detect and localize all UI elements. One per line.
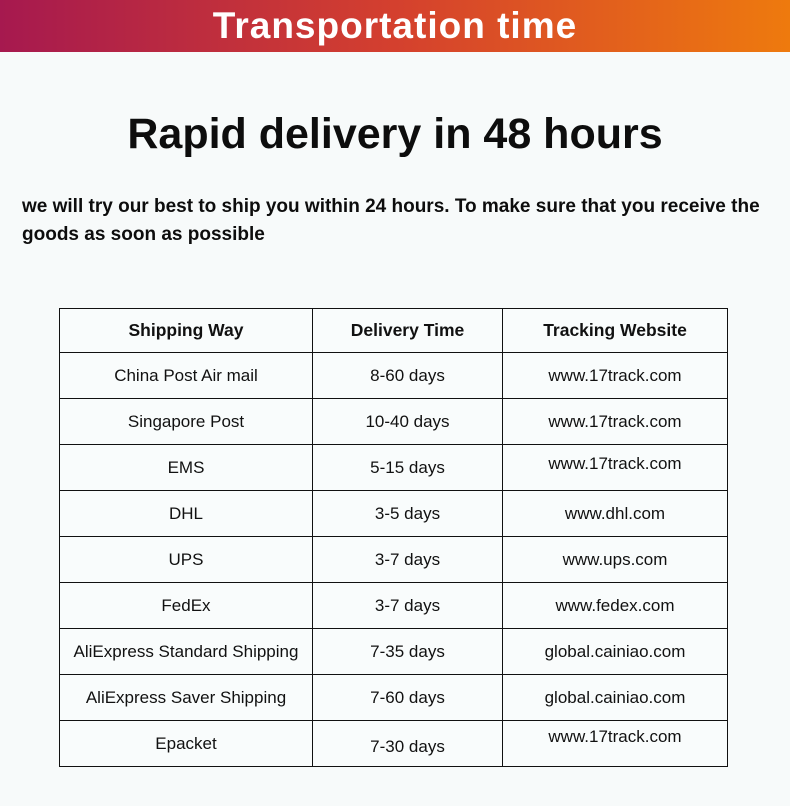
col-header-tracking-website: Tracking Website: [503, 309, 728, 353]
cell-shipping-way: DHL: [60, 491, 313, 537]
table-row: [60, 537, 728, 583]
cell-delivery-time: 3-7 days: [313, 537, 503, 583]
cell-delivery-time: 3-5 days: [313, 491, 503, 537]
cell-tracking-website: www.17track.com: [503, 399, 728, 445]
transportation-time-banner: [0, 0, 790, 52]
cell-tracking-website: global.cainiao.com: [503, 675, 728, 721]
table-row: [60, 583, 728, 629]
cell-shipping-way: China Post Air mail: [60, 353, 313, 399]
cell-delivery-time: 7-35 days: [313, 629, 503, 675]
cell-delivery-time: 5-15 days: [313, 445, 503, 491]
cell-tracking-website: www.ups.com: [503, 537, 728, 583]
table-row: [60, 721, 728, 767]
cell-shipping-way: AliExpress Standard Shipping: [60, 629, 313, 675]
cell-shipping-way: Epacket: [60, 721, 313, 767]
table-row: [60, 445, 728, 491]
table-row: [60, 399, 728, 445]
table-row: [60, 675, 728, 721]
banner-title: Transportation time: [212, 4, 578, 46]
shipping-methods-table: [59, 308, 728, 767]
cell-tracking-website: www.17track.com: [503, 721, 728, 767]
cell-shipping-way: UPS: [60, 537, 313, 583]
table-row: [60, 491, 728, 537]
cell-delivery-time: 7-30 days: [313, 721, 503, 767]
cell-shipping-way: AliExpress Saver Shipping: [60, 675, 313, 721]
rapid-delivery-headline: Rapid delivery in 48 hours: [127, 110, 663, 158]
table-header-row: [60, 309, 728, 353]
cell-tracking-website: www.fedex.com: [503, 583, 728, 629]
cell-delivery-time: 8-60 days: [313, 353, 503, 399]
cell-tracking-website: global.cainiao.com: [503, 629, 728, 675]
table-row: [60, 353, 728, 399]
table-body: [60, 353, 728, 767]
cell-tracking-website: www.17track.com: [503, 353, 728, 399]
cell-delivery-time: 7-60 days: [313, 675, 503, 721]
cell-delivery-time: 10-40 days: [313, 399, 503, 445]
cell-tracking-website: www.17track.com: [503, 445, 728, 491]
cell-shipping-way: FedEx: [60, 583, 313, 629]
cell-shipping-way: EMS: [60, 445, 313, 491]
col-header-delivery-time: Delivery Time: [313, 309, 503, 353]
col-header-shipping-way: Shipping Way: [60, 309, 313, 353]
cell-shipping-way: Singapore Post: [60, 399, 313, 445]
table-row: [60, 629, 728, 675]
cell-tracking-website: www.dhl.com: [503, 491, 728, 537]
cell-delivery-time: 3-7 days: [313, 583, 503, 629]
shipping-promise-text: we will try our best to ship you within 24 hours. To make sure that you receive the goods as soon as possible: [22, 196, 760, 245]
